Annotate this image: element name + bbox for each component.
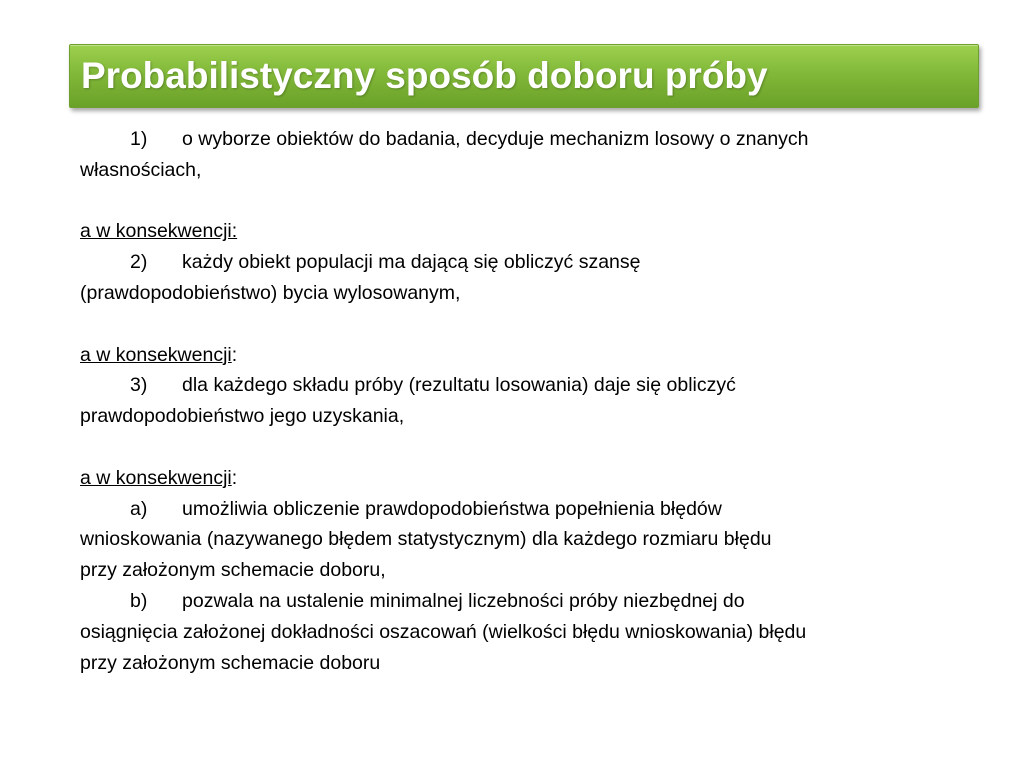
list-marker: a): [130, 497, 148, 520]
list-text: dla każdego składu próby (rezultatu losowania) daje się obliczyć: [182, 374, 736, 397]
consequence-line-3: [80, 463, 960, 494]
consequence-label: a w konsekwencji: [80, 466, 232, 489]
list-text-continuation: przy założonym schemacie doboru,: [80, 559, 386, 582]
list-marker: 3): [130, 374, 148, 397]
list-text: pozwala na ustalenie minimalnej liczebności próby niezbędnej do: [182, 589, 745, 612]
consequence-line-2: [80, 340, 960, 371]
list-item-a: [80, 494, 960, 586]
list-text-continuation: wnioskowania (nazywanego błędem statystycznym) dla każdego rozmiaru błędu: [80, 528, 772, 551]
slide-body: [80, 124, 960, 678]
list-text: umożliwia obliczenie prawdopodobieństwa popełnienia błędów: [182, 497, 722, 520]
list-text-continuation: osiągnięcia założonej dokładności oszacowań (wielkości błędu wnioskowania) błędu: [80, 620, 807, 643]
spacer: [80, 432, 960, 463]
list-text-continuation: własnościach,: [80, 158, 202, 181]
spacer: [80, 309, 960, 340]
list-item-3: [80, 370, 960, 432]
consequence-line-1: [80, 216, 960, 247]
consequence-label: a w konsekwencji:: [80, 220, 238, 243]
list-text: o wyborze obiektów do badania, decyduje mechanizm losowy o znanych: [182, 128, 809, 150]
consequence-suffix: :: [231, 343, 238, 366]
list-marker: 1): [130, 128, 148, 150]
spacer: [80, 186, 960, 217]
list-text-continuation: prawdopodobieństwo jego uzyskania,: [80, 405, 405, 428]
list-item-1: [80, 124, 960, 186]
title-bar: [69, 44, 979, 108]
consequence-suffix: :: [231, 466, 238, 489]
list-text-continuation: (prawdopodobieństwo) bycia wylosowanym,: [80, 281, 461, 304]
list-marker: 2): [130, 251, 148, 274]
list-text-continuation: przy założonym schemacie doboru: [80, 651, 381, 674]
list-item-b: [80, 586, 960, 678]
list-item-2: [80, 247, 960, 309]
list-text: każdy obiekt populacji ma dającą się obliczyć szansę: [182, 251, 641, 274]
consequence-label: a w konsekwencji: [80, 343, 232, 366]
slide-title: Probabilistyczny sposób doboru próby: [81, 55, 768, 96]
list-marker: b): [130, 589, 148, 612]
